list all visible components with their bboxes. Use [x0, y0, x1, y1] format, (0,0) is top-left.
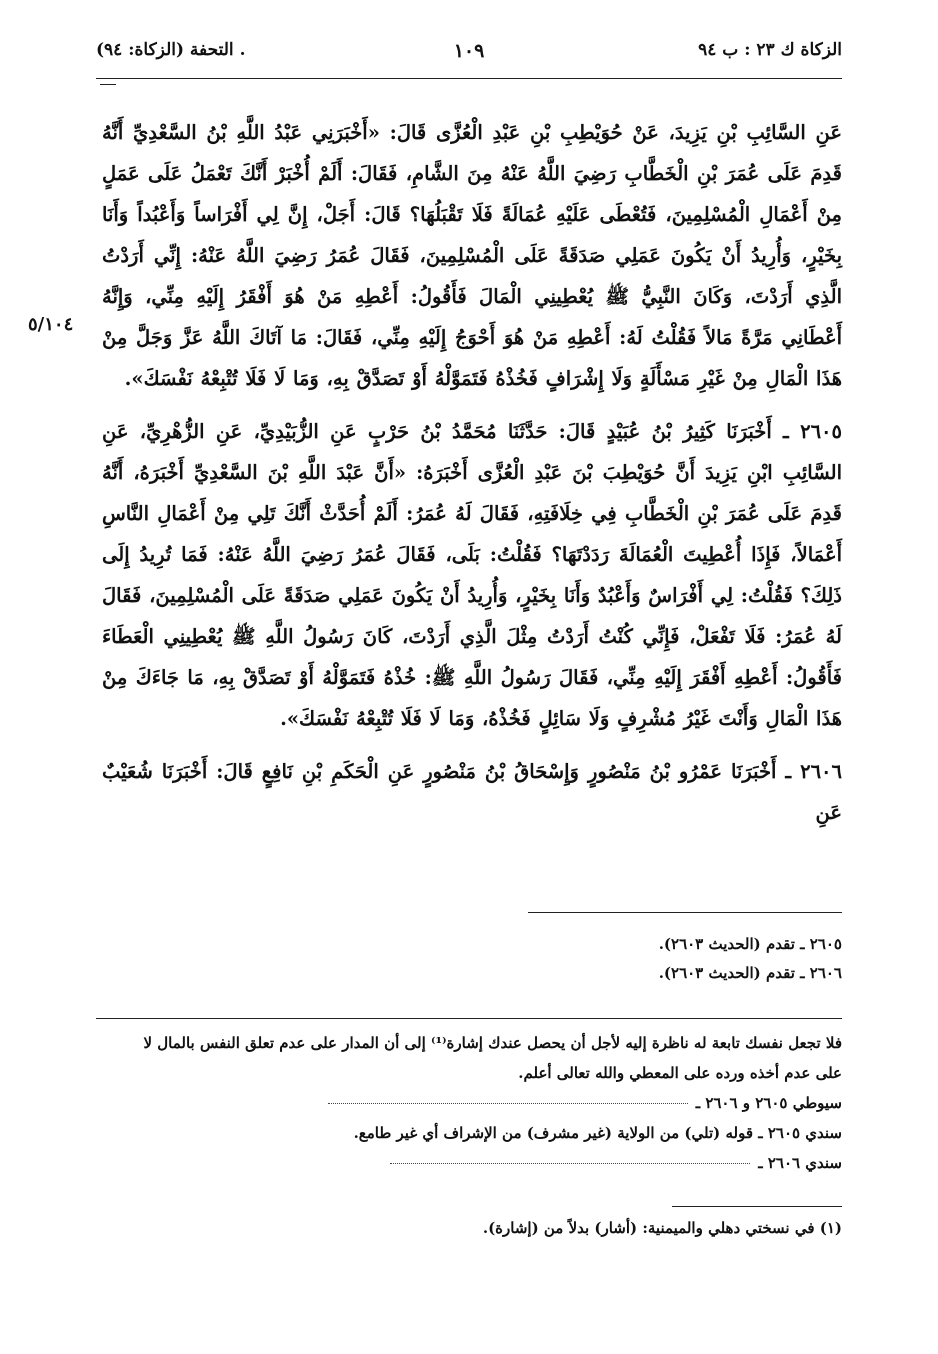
- dotted-leader: [328, 1103, 688, 1104]
- footnote-2605: ٢٦٠٥ ـ تقدم (الحديث ٢٦٠٣).: [658, 935, 842, 953]
- commentary-siyuti: [112, 1088, 842, 1118]
- margin-reference: ٥/١٠٤: [28, 314, 74, 335]
- bottom-note-divider: [672, 1206, 842, 1207]
- footnote-divider: [528, 912, 842, 913]
- main-text: [102, 112, 842, 845]
- sindi-2606-label: سندي ٢٦٠٦ ـ: [758, 1154, 842, 1172]
- commentary-line-2: على عدم أخذه ورده على المعطي والله تعالى أعلم.: [518, 1064, 842, 1082]
- paragraph-2606-start: ٢٦٠٦ ـ أَخْبَرَنَا عَمْرُو بْنُ مَنْصُورٍ وَإِسْحَاقُ بْنُ مَنْصُورٍ عَنِ الْحَكَمِ بْنِ نَافِعٍ قَالَ: أَخْبَرَنَا شُعَيْبٌ عَنِ: [102, 760, 842, 824]
- commentary-sindi-2605: سندي ٢٦٠٥ ـ قوله (تلي) من الولاية (غير مشرف) من الإشراف أي غير طامع.: [353, 1124, 842, 1142]
- footnotes: [96, 930, 842, 988]
- dotted-leader: [390, 1163, 750, 1164]
- bottom-note: (١) في نسختي دهلي والميمنية: (أشار) بدلاً من (إشارة).: [482, 1219, 842, 1237]
- paragraph-2605: ٢٦٠٥ ـ أَخْبَرَنَا كَثِيرُ بْنُ عُبَيْدٍ قَالَ: حَدَّثَنَا مُحَمَّدُ بْنُ حَرْبٍ عَنِ الزُّبَيْدِيِّ، عَنِ الزُّهْرِيِّ، عَنِ السَّائِبِ ابْنِ يَزِيدَ أَنَّ حُوَيْطِبَ بْنَ عَبْدِ الْعُزَّى أَخْبَرَهُ: «أَنَّ عَبْدَ اللَّهِ بْنَ السَّعْدِيِّ أَخْبَرَهُ، أَنَّهُ قَدِمَ عَلَى عُمَرَ بْنِ الْخَطَّابِ فِي خِلَافَتِهِ، فَقَالَ لَهُ عُمَرُ: أَلَمْ أُحَدَّثْ أَنَّكَ تَلِي مِنْ أَعْمَالِ النَّاسِ أَعْمَالاً، فَإِذَا أُعْطِيتَ الْعُمَالَةَ رَدَدْتَهَا؟ فَقُلْتُ: بَلَى، فَقَالَ عُمَرُ رَضِيَ اللَّهُ عَنْهُ: فَمَا تُرِيدُ إِلَى ذَلِكَ؟ فَقُلْتُ: لِي أَفْرَاسٌ وَأَعْبُدٌ وَأَنَا بِخَيْرٍ، وَأُرِيدُ أَنْ يَكُونَ عَمَلِي صَدَقَةً عَلَى الْمُسْلِمِينَ، فَقَالَ لَهُ عُمَرُ: فَلَا تَفْعَلْ، فَإِنِّي كُنْتُ أَرَدْتُ مِثْلَ الَّذِي أَرَدْتَ، كَانَ رَسُولُ اللَّهِ ﷺ يُعْطِينِي الْعَطَاءَ فَأَقُولُ: أَعْطِهِ أَفْقَرَ إِلَيْهِ مِنِّي، فَقَالَ رَسُولُ اللَّهِ ﷺ: خُذْهُ فَتَمَوَّلْهُ أَوْ تَصَدَّقْ بِهِ، مَا جَاءَكَ مِنْ هَذَا الْمَالِ وَأَنْتَ غَيْرُ مُشْرِفٍ وَلَا سَائِلٍ فَخُذْهُ، وَمَا لَا فَلَا تُتْبِعْهُ نَفْسَكَ».: [102, 420, 842, 730]
- small-divider-mark: [100, 84, 116, 85]
- header-right: الزكاة ك ٢٣ : ب ٩٤: [698, 40, 842, 60]
- page-number: ١٠٩: [453, 40, 485, 62]
- footnote-2606: ٢٦٠٦ ـ تقدم (الحديث ٢٦٠٣).: [658, 964, 842, 982]
- page-header: [96, 40, 842, 70]
- commentary: [112, 1028, 842, 1178]
- header-left: . التحفة (الزكاة: ٩٤): [96, 40, 246, 60]
- header-divider: [96, 78, 842, 79]
- commentary-line-1: فلا تجعل نفسك تابعة له ناظرة إليه لأجل أن يحصل عندك إشارة⁽¹⁾ إلى أن المدار على عدم تعلق النفس بالمال لا: [143, 1034, 842, 1052]
- commentary-divider: [96, 1018, 842, 1019]
- paragraph-2604-end: عَنِ السَّائِبِ بْنِ يَزِيدَ، عَنْ حُوَيْطِبِ بْنِ عَبْدِ الْعُزَّى قَالَ: «أَخْبَرَنِي عَبْدُ اللَّهِ بْنُ السَّعْدِيِّ أَنَّهُ قَدِمَ عَلَى عُمَرَ بْنِ الْخَطَّابِ رَضِيَ اللَّهُ عَنْهُ مِنَ الشَّامِ، فَقَالَ: أَلَمْ أُخْبَرْ أَنَّكَ تَعْمَلُ عَلَى عَمَلٍ مِنْ أَعْمَالِ الْمُسْلِمِينَ، فَتُعْطَى عَلَيْهِ عُمَالَةً فَلَا تَقْبَلُهَا؟ قَالَ: أَجَلْ، إِنَّ لِي أَفْرَاساً وَأَعْبُداً وَأَنَا بِخَيْرٍ، وَأُرِيدُ أَنْ يَكُونَ عَمَلِي صَدَقَةً عَلَى الْمُسْلِمِينَ، فَقَالَ عُمَرُ رَضِيَ اللَّهُ عَنْهُ: إِنِّي أَرَدْتُ الَّذِي أَرَدْتَ، وَكَانَ النَّبِيُّ ﷺ يُعْطِينِي الْمَالَ فَأَقُولُ: أَعْطِهِ مَنْ هُوَ أَفْقَرُ إِلَيْهِ مِنِّي، وَإِنَّهُ أَعْطَانِي مَرَّةً مَالاً فَقُلْتُ لَهُ: أَعْطِهِ مَنْ هُوَ أَحْوَجُ إِلَيْهِ مِنِّي، فَقَالَ: مَا آتَاكَ اللَّهُ عَزَّ وَجَلَّ مِنْ هَذَا الْمَالِ مِنْ غَيْرِ مَسْأَلَةٍ وَلَا إِشْرَافٍ فَخُذْهُ فَتَمَوَّلْهُ أَوْ تَصَدَّقْ بِهِ، وَمَا لَا فَلَا تُتْبِعْهُ نَفْسَكَ».: [102, 121, 842, 390]
- siyuti-label: سيوطي ٢٦٠٥ و ٢٦٠٦ ـ: [695, 1094, 842, 1112]
- commentary-sindi-2606: [112, 1148, 842, 1178]
